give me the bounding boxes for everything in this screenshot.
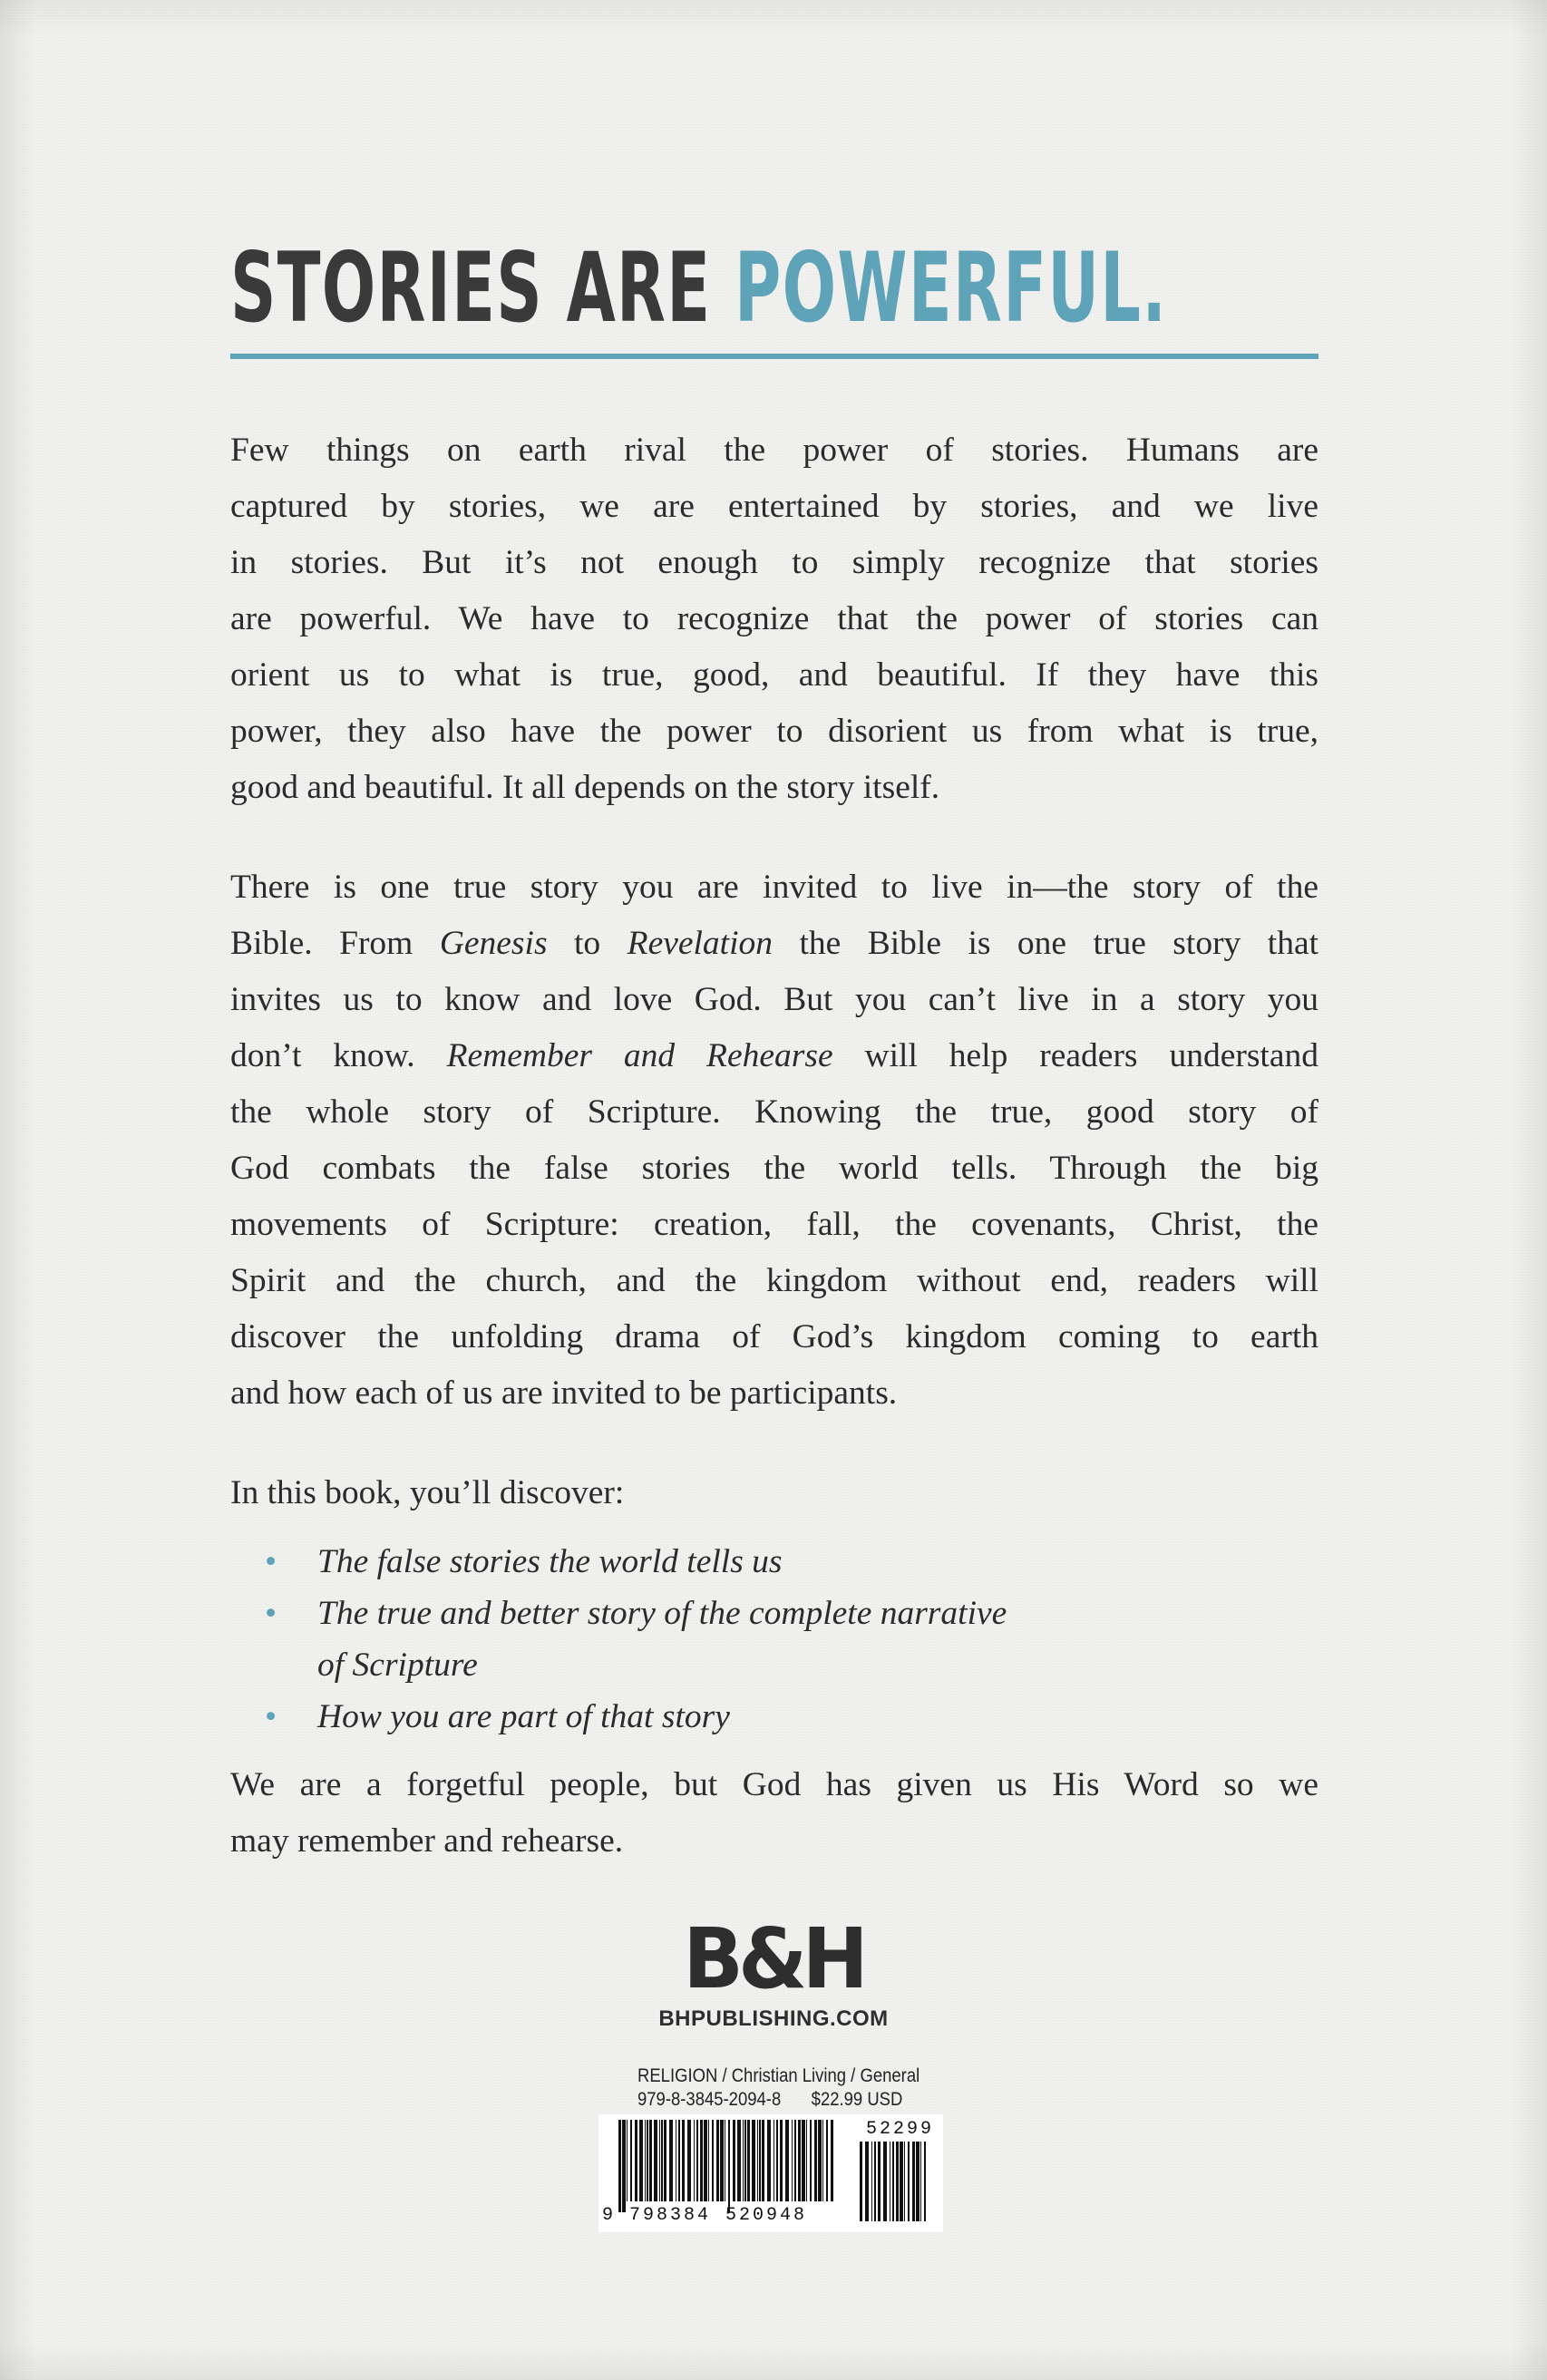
barcode-bar [908, 2142, 910, 2221]
book-meta [637, 2064, 919, 2112]
barcode-bar [696, 2120, 698, 2201]
list-item [317, 1588, 1318, 1691]
barcode-bar [639, 2120, 643, 2201]
barcode-bar [635, 2120, 637, 2201]
barcode-bar [669, 2120, 673, 2201]
p2-line: and how each of us are invited to be participants. [230, 1375, 898, 1412]
barcode-bar [757, 2120, 758, 2201]
barcode-bar [618, 2120, 621, 2212]
headline-dark: STORIES ARE [230, 232, 735, 344]
barcode-bar [654, 2120, 657, 2201]
barcode-bar [737, 2120, 741, 2201]
barcode-bar [900, 2142, 903, 2221]
barcode-bar [912, 2142, 915, 2221]
p2-line: There is one true story you are invited to live in—the story of the [230, 869, 1318, 906]
p2-text: to [547, 925, 628, 962]
barcode-bar [659, 2120, 660, 2201]
barcode-bar [883, 2142, 887, 2221]
barcode-addon-digits: 52299 [866, 2119, 935, 2140]
barcode-bar [896, 2142, 899, 2221]
book-title-genesis: Genesis [439, 925, 548, 962]
barcode-bar [792, 2120, 793, 2201]
p4-line: We are a forgetful people, but God has given us His Word so we [230, 1766, 1318, 1803]
barcode-bar [630, 2120, 632, 2201]
barcode-bar [712, 2120, 714, 2201]
p2-text: don’t know. [230, 1037, 447, 1074]
p1-line: in stories. But it’s not enough to simply recognize that stories [230, 544, 1318, 581]
barcode-bar [826, 2120, 828, 2201]
discover-list [230, 1536, 1318, 1743]
p2-line: Spirit and the church, and the kingdom without end, readers will [230, 1262, 1318, 1299]
paragraph-2 [230, 860, 1318, 1422]
barcode-bar [708, 2120, 709, 2201]
list-item-line: The true and better story of the complete narrative [317, 1595, 1007, 1632]
barcode-bar [878, 2142, 881, 2221]
paragraph-3 [230, 1465, 1318, 1521]
barcode-bar [776, 2120, 778, 2201]
barcode-bar [664, 2120, 666, 2201]
barcode-bar [814, 2120, 817, 2201]
p2-line: invites us to know and love God. But you can’t live in a story you [230, 981, 1318, 1018]
barcode-bar [767, 2120, 771, 2201]
barcode-bar [798, 2120, 801, 2201]
p1-line: power, they also have the power to disorient us from what is true, [230, 713, 1318, 750]
p2-line [230, 916, 1318, 972]
barcode-bar [743, 2120, 744, 2201]
isbn-price-row [637, 2088, 919, 2112]
barcode-bar [649, 2120, 652, 2201]
barcode-bar [716, 2120, 719, 2201]
p1-line: good and beautiful. It all depends on the story itself. [230, 769, 940, 806]
barcode-bar [627, 2120, 628, 2201]
barcode [598, 2114, 943, 2232]
barcode-bar [871, 2142, 872, 2221]
publisher-url: BHPUBLISHING.COM [658, 2006, 889, 2031]
p2-line: discover the unfolding drama of God’s kingdom coming to earth [230, 1318, 1318, 1355]
p2-line: God combats the false stories the world tells. Through the big [230, 1150, 1318, 1187]
barcode-bar [916, 2142, 919, 2221]
barcode-bar [892, 2142, 894, 2221]
barcode-bar [920, 2142, 921, 2221]
p2-text: will help readers understand [832, 1037, 1318, 1074]
headline [230, 232, 1168, 344]
barcode-bar [733, 2120, 735, 2201]
barcode-bar [831, 2120, 833, 2201]
isbn: 979-8-3845-2094-8 [637, 2089, 782, 2110]
barcode-bar [762, 2120, 764, 2201]
barcode-bar [904, 2142, 905, 2221]
paragraph-4 [230, 1757, 1318, 1870]
price: $22.99 USD [811, 2089, 903, 2110]
p1-line: orient us to what is true, good, and beautiful. If they have this [230, 656, 1318, 694]
p2-line [230, 1028, 1318, 1084]
barcode-bar [874, 2142, 876, 2221]
paragraph-1 [230, 423, 1318, 816]
list-item: • The false stories the world tells us [317, 1536, 1318, 1588]
barcode-lead-digit: 9 [602, 2205, 614, 2226]
barcode-bar [924, 2142, 926, 2221]
list-item-line: of Scripture [317, 1647, 478, 1684]
barcode-bar [822, 2120, 823, 2201]
p1-line: captured by stories, we are entertained by stories, and we live [230, 488, 1318, 525]
p2-text: Bible. From [230, 925, 440, 962]
publisher-logo: B&H [683, 1910, 864, 2007]
p2-text: the Bible is one true story that [773, 925, 1319, 962]
barcode-bar [752, 2120, 755, 2201]
book-title-remember: Remember and Rehearse [446, 1037, 833, 1074]
cover-content [230, 234, 1318, 1870]
barcode-bar [700, 2120, 703, 2201]
p3-line: In this book, you’ll discover: [230, 1474, 625, 1511]
barcode-bar [687, 2120, 691, 2201]
barcode-bar [802, 2120, 805, 2201]
barcode-bar [728, 2120, 730, 2212]
p1-line: are powerful. We have to recognize that the power of stories can [230, 600, 1318, 637]
barcode-bar [785, 2120, 789, 2201]
barcode-bar [661, 2120, 663, 2201]
barcode-bar [747, 2120, 750, 2201]
barcode-bar [744, 2120, 746, 2201]
publisher-logo-block [0, 1910, 1547, 2032]
barcode-bar [647, 2120, 648, 2201]
barcode-bar [865, 2142, 869, 2221]
barcode-bar [860, 2142, 862, 2221]
p2-line: the whole story of Scripture. Knowing the true, good story of [230, 1093, 1318, 1131]
headline-underline [230, 354, 1318, 359]
barcode-bar [806, 2120, 807, 2201]
barcode-bar [818, 2120, 822, 2201]
barcode-bar [682, 2120, 685, 2201]
barcode-bar [704, 2120, 707, 2201]
barcode-bar [780, 2120, 783, 2201]
barcode-bar [678, 2120, 680, 2201]
p1-line: Few things on earth rival the power of stories. Humans are [230, 432, 1318, 469]
barcode-bar [759, 2120, 761, 2201]
barcode-bar [694, 2120, 695, 2201]
barcode-group-1: 798384 [629, 2205, 712, 2226]
book-title-revelation: Revelation [627, 925, 774, 962]
p2-line: movements of Scripture: creation, fall, the covenants, Christ, the [230, 1206, 1318, 1243]
barcode-bar [645, 2120, 646, 2201]
barcode-bar [720, 2120, 724, 2201]
barcode-bar [794, 2120, 796, 2201]
list-item: • How you are part of that story [317, 1691, 1318, 1743]
barcode-group-2: 520948 [725, 2205, 808, 2226]
category-label: RELIGION / Christian Living / General [637, 2065, 920, 2086]
barcode-bar [622, 2120, 626, 2212]
headline-accent: POWERFUL. [735, 232, 1168, 344]
p4-line: may remember and rehearse. [230, 1822, 624, 1860]
barcode-bar [810, 2120, 812, 2201]
